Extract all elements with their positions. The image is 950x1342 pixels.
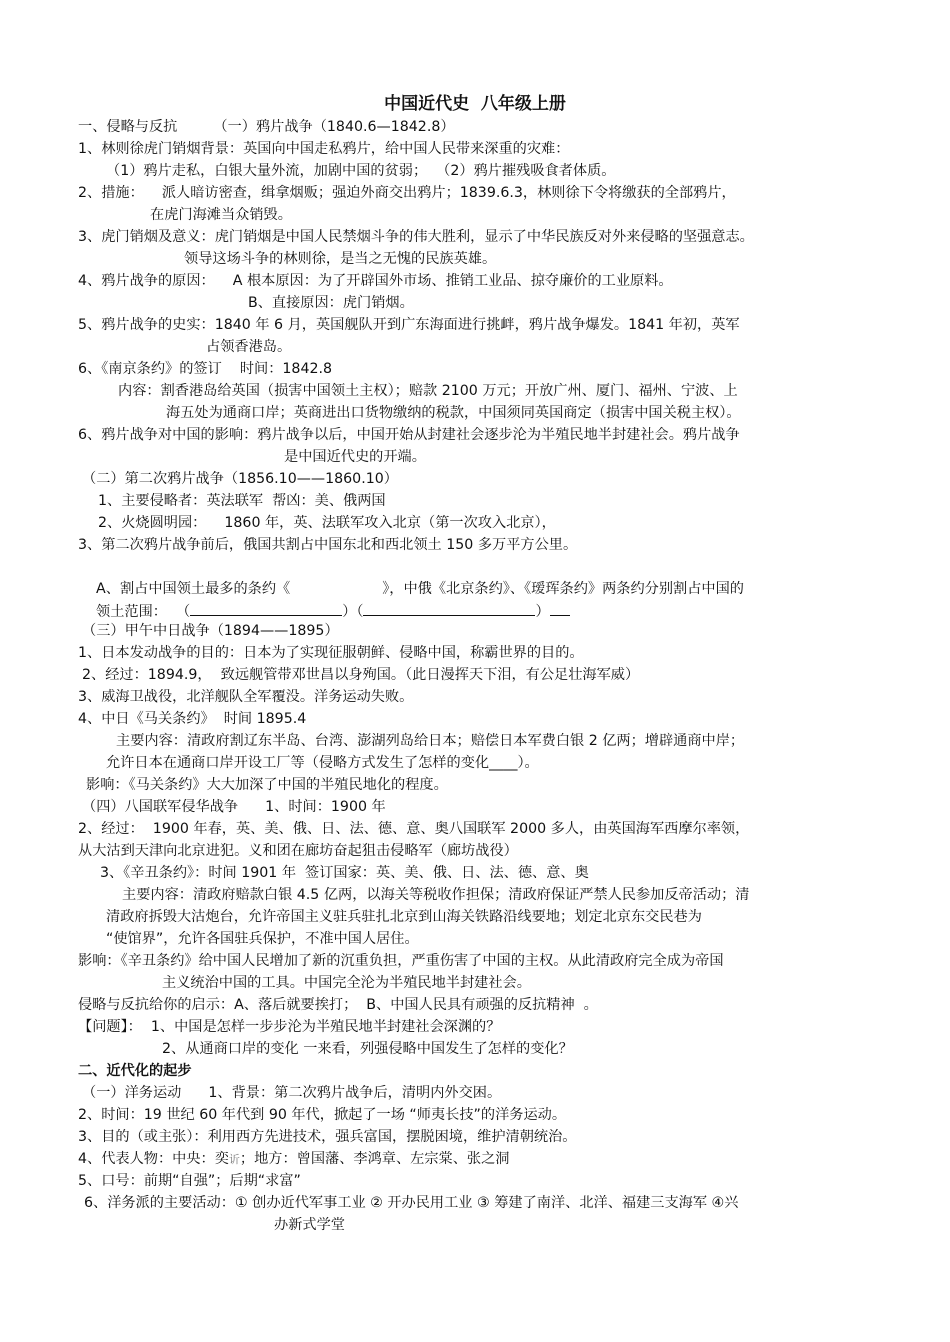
text-line: 主要内容：清政府割辽东半岛、台湾、澎湖列岛给日本；赔偿日本军费白银 2 亿两；增辟通商中岸；	[116, 733, 745, 749]
text-fragment: 䜣	[228, 1153, 240, 1166]
text-line: 占领香港岛。	[206, 339, 292, 355]
question-line: 2、从通商口岸的变化 一来看，列强侵略中国发生了怎样的变化？	[162, 1041, 573, 1057]
text-fragment: ）	[535, 604, 550, 620]
text-line: 2、火烧圆明园： 1860 年，英、法联军攻入北京（第一次攻入北京），	[98, 515, 556, 531]
text-line: 6、鸦片战争对中国的影响：鸦片战争以后，中国开始从封建社会逐步沦为半殖民地半封建社会。鸦片战争	[78, 427, 740, 443]
text-line: 3、《辛丑条约》：时间 1901 年 签订国家：英、美、俄、日、法、德、意、奥	[100, 865, 589, 881]
text-line: 侵略与反抗给你的启示：A、落后就要挨打； B、中国人民具有顽强的反抗精神 。	[78, 997, 598, 1013]
text-line: B、直接原因：虎门销烟。	[248, 295, 414, 311]
text-line: 3、第二次鸦片战争前后，俄国共割占中国东北和西北领土 150 多万平方公里。	[78, 537, 578, 553]
text-fragment: A、割占中国领土最多的条约《	[96, 581, 291, 597]
text-line	[78, 1148, 509, 1171]
question-line: 【问题】： 1、中国是怎样一步步沦为半殖民地半封建社会深渊的？	[78, 1019, 501, 1035]
section-heading: 二、近代化的起步	[78, 1063, 192, 1079]
text-line: 影响：《马关条约》大大加深了中国的半殖民地化的程度。	[86, 777, 448, 793]
text-line: （三）甲午中日战争（1894——1895）	[82, 623, 339, 639]
text-line: 是中国近代史的开端。	[284, 449, 426, 465]
text-line: 主要内容：清政府赔款白银 4.5 亿两，以海关等税收作担保；清政府保证严禁人民参加反帝活动；清	[122, 887, 750, 903]
text-line: （四）八国联军侵华战争 1、时间：1900 年	[82, 799, 386, 815]
answer-blank[interactable]	[363, 600, 535, 616]
document-title: 中国近代史 八年级上册	[384, 94, 566, 114]
text-line: 主义统治中国的工具。中国完全沦为半殖民地半封建社会。	[162, 975, 531, 991]
answer-blank[interactable]	[190, 600, 342, 616]
text-line: 影响：《辛丑条约》给中国人民增加了新的沉重负担，严重伤害了中国的主权。从此清政府完全成为帝国	[78, 953, 724, 969]
text-fragment: ；地方：曾国藩、李鸿章、左宗棠、张之洞	[239, 1151, 510, 1167]
text-line: 1、日本发动战争的目的：日本为了实现征服朝鲜、侵略中国，称霸世界的目的。	[78, 645, 584, 661]
text-line: 海五处为通商口岸；英商进出口货物缴纳的税款，中国须同英国商定（损害中国关税主权）。	[166, 405, 741, 421]
text-line: 3、虎门销烟及意义：虎门销烟是中国人民禁烟斗争的伟大胜利，显示了中华民族反对外来侵略的坚强意志。	[78, 229, 754, 245]
text-line: 一、侵略与反抗 （一）鸦片战争（1840.6—1842.8）	[78, 119, 455, 135]
text-line: （一）洋务运动 1、背景：第二次鸦片战争后，清明内外交困。	[82, 1085, 502, 1101]
text-line: 3、目的（或主张）：利用西方先进技术，强兵富国，摆脱困境，维护清朝统治。	[78, 1129, 577, 1145]
text-line: 5、口号：前期“自强”；后期“求富”	[78, 1173, 301, 1189]
text-line: 办新式学堂	[274, 1217, 345, 1233]
text-line: 4、中日《马关条约》 时间 1895.4	[78, 711, 307, 727]
text-line: 3、威海卫战役，北洋舰队全军覆没。洋务运动失败。	[78, 689, 414, 705]
text-line: （二）第二次鸦片战争（1856.10——1860.10）	[82, 471, 398, 487]
text-line: 在虎门海滩当众销毁。	[150, 207, 292, 223]
text-line: “使馆界”，允许各国驻兵保护，不准中国人居住。	[106, 931, 419, 947]
text-line: 2、措施： 派人暗访密查，缉拿烟贩；强迫外商交出鸦片；1839.6.3，林则徐下令将缴获的全部鸦片，	[78, 185, 736, 201]
text-line: 1、主要侵略者：英法联军 帮凶：美、俄两国	[98, 493, 386, 509]
answer-blank[interactable]	[550, 600, 570, 616]
text-fragment: 领土范围： （	[96, 604, 191, 620]
text-line: 1、林则徐虎门销烟背景：英国向中国走私鸦片，给中国人民带来深重的灾难：	[78, 141, 570, 157]
text-line: 2、经过：1894.9， 致远舰管带邓世昌以身殉国。（此日漫挥天下泪，有公足壮海军威）	[82, 667, 640, 683]
text-line: 2、时间：19 世纪 60 年代到 90 年代，掀起了一场 “师夷长技”的洋务运动。	[78, 1107, 567, 1123]
text-line: 5、鸦片战争的史实：1840 年 6 月，英国舰队开到广东海面进行挑衅，鸦片战争爆发。1841 年初，英军	[78, 317, 740, 333]
text-line: 允许日本在通商口岸开设工厂等（侵略方式发生了怎样的变化____）。	[106, 755, 539, 771]
text-fragment: 》，中俄《北京条约》、《瑷珲条约》两条约分别割占中国的	[382, 581, 744, 597]
text-fragment: 4、代表人物：中央：奕	[78, 1151, 229, 1167]
text-line: 内容：割香港岛给英国（损害中国领土主权）；赔款 2100 万元；开放广州、厦门、福州、宁波、上	[118, 383, 738, 399]
text-line: （1）鸦片走私，白银大量外流，加剧中国的贫弱； （2）鸦片摧残吸食者体质。	[106, 163, 616, 179]
text-line: 2、经过： 1900 年春，英、美、俄、日、法、德、意、奥八国联军 2000 多人，由英国海军西摩尔率领，	[78, 821, 750, 837]
text-line: 4、鸦片战争的原因： A 根本原因：为了开辟国外市场、推销工业品、掠夺廉价的工业原料。	[78, 273, 673, 289]
text-line: 6、洋务派的主要活动：① 创办近代军事工业 ② 开办民用工业 ③ 筹建了南洋、北洋、福建三支海军 ④兴	[84, 1195, 739, 1211]
text-line: 领导这场斗争的林则徐，是当之无愧的民族英雄。	[184, 251, 497, 267]
text-fragment: ）（	[342, 604, 364, 620]
text-line: 6、《南京条约》的签订 时间：1842.8	[78, 361, 333, 377]
text-line: 从大沽到天津向北京进犯。义和团在廊坊奋起狙击侵略军（廊坊战役）	[78, 843, 518, 859]
text-line: 清政府拆毁大沽炮台，允许帝国主义驻兵驻扎北京到山海关铁路沿线要地；划定北京东交民巷为	[106, 909, 702, 925]
